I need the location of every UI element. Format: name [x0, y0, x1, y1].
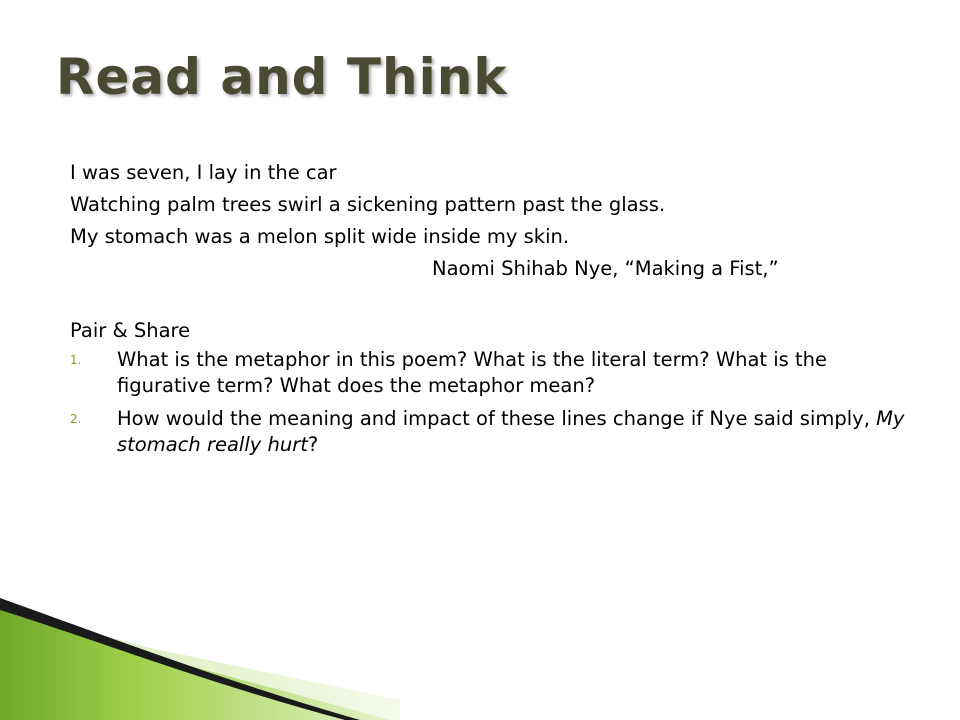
question-italic-phrase: My stomach really hurt — [117, 407, 905, 456]
poem-line: I was seven, I lay in the car — [70, 161, 337, 184]
spacer — [70, 285, 920, 315]
poem-line: My stomach was a melon split wide inside my skin. — [70, 225, 570, 248]
question-text-part: ? — [307, 433, 319, 456]
question-list — [70, 347, 920, 458]
question-text — [117, 406, 920, 458]
poem-attribution: Naomi Shihab Nye, “Making a Fist,” — [432, 257, 779, 280]
question-text: What is the metaphor in this poem? What is the literal term? What is the figurative term? What does the metaphor mean? — [117, 348, 828, 397]
decorative-swoosh — [0, 580, 400, 720]
poem-line: Watching palm trees swirl a sickening pattern past the glass. — [70, 193, 666, 216]
question-number: 2. — [70, 412, 82, 426]
activity-heading: Pair & Share — [70, 319, 191, 342]
slide-title: Read and Think — [56, 48, 508, 106]
question-item — [70, 406, 920, 458]
question-text-part: How would the meaning and impact of these lines change if Nye said simply, — [117, 407, 877, 430]
question-item — [70, 347, 920, 399]
slide-body — [70, 157, 920, 465]
question-number: 1. — [70, 353, 82, 367]
